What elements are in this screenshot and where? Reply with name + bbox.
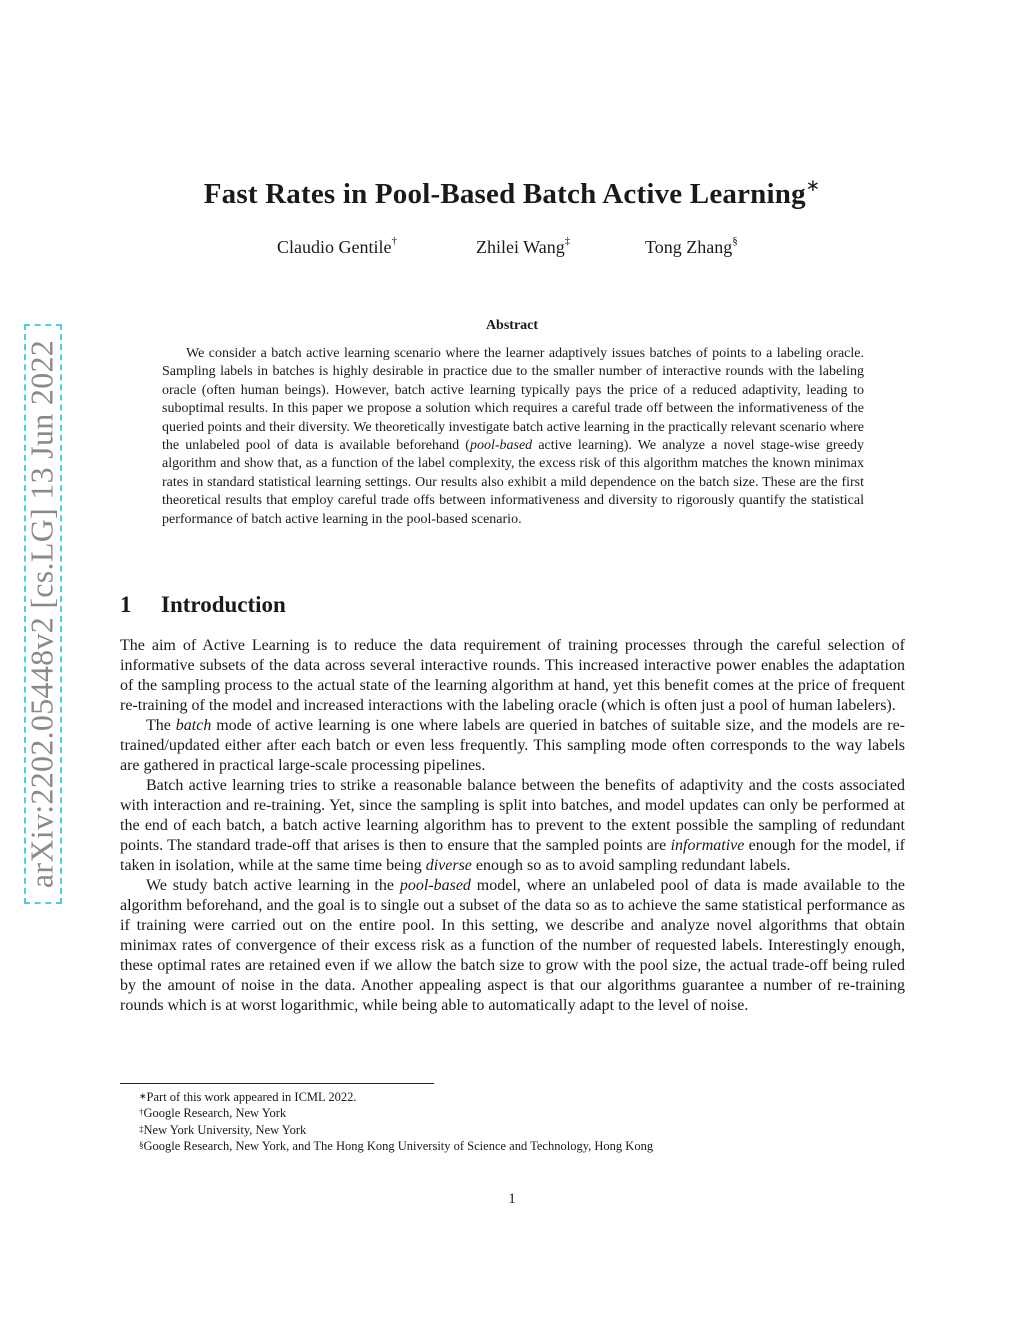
footnotes bbox=[120, 1089, 905, 1154]
footnote-mark: ‡ bbox=[139, 1123, 144, 1134]
author-mark: ‡ bbox=[564, 235, 571, 247]
author-2 bbox=[476, 237, 570, 258]
paragraph-italic: informative bbox=[670, 837, 745, 854]
paragraph-part: mode of active learning is one where labels are queried in batches of suitable size, and the models are re-trained/updated either after each batch or even less frequently. This sampling mode often corresponds to the way labels are gathered in practical large-scale processing pipelines. bbox=[120, 717, 906, 774]
paragraph-3 bbox=[120, 776, 905, 876]
paragraph-part: model, where an unlabeled pool of data is made available to the algorithm beforehand, and the goal is to single out a subset of the data so as to achieve the same statistical performance as if training were carried out on the entire pool. In this setting, we describe and analyze novel algorithms that obtain minimax rates of convergence of their excess risk as a function of the number of requested labels. Interestingly enough, these optimal rates are retained even if we allow the batch size to grow with the pool size, the actual trade-off being ruled by the amount of noise in the data. Another appealing aspect is that our algorithms guarantee a number of re-training rounds which is at worst logarithmic, while being able to automatically adapt to the level of noise. bbox=[120, 877, 905, 1014]
page-number: 1 bbox=[508, 1191, 516, 1207]
author-3 bbox=[645, 237, 738, 258]
abstract-italic: pool-based bbox=[469, 438, 533, 454]
author-name: Zhilei Wang bbox=[476, 237, 565, 257]
footnote-mark: † bbox=[139, 1107, 144, 1118]
abstract-part: active learning). We analyze a novel stage-wise greedy algorithm and show that, as a function of the label complexity, the excess risk of this algorithm matches the known minimax rates in standard statistical learning settings. Our results also exhibit a mild dependence on the batch size. These are the first theoretical results that employ careful trade offs between informativeness and diversity to rigorously quantify the statistical performance of batch active learning in the pool-based scenario. bbox=[162, 438, 865, 527]
paper-title bbox=[0, 178, 1024, 211]
paragraph-italic: batch bbox=[175, 717, 212, 734]
author-1 bbox=[277, 237, 397, 258]
footnote-text: Google Research, New York bbox=[143, 1106, 287, 1121]
footnote bbox=[120, 1105, 905, 1121]
paragraph-4 bbox=[120, 876, 905, 1016]
paragraph-italic: pool-based bbox=[399, 877, 471, 894]
abstract-text bbox=[162, 345, 864, 529]
author-mark: † bbox=[391, 235, 397, 247]
section-title: Introduction bbox=[161, 592, 286, 617]
paragraph-italic: diverse bbox=[425, 857, 472, 874]
footnote-mark: § bbox=[139, 1139, 144, 1150]
abstract-heading: Abstract bbox=[485, 318, 539, 333]
footnote bbox=[120, 1138, 905, 1154]
author-name: Claudio Gentile bbox=[277, 237, 392, 257]
abstract-part: We consider a batch active learning scenario where the learner adaptively issues batches of points to a labeling oracle. Sampling labels in batches is highly desirable in practice due to the smaller number of interactive rounds with the labeling oracle (often human beings). However, batch active learning typically pays the price of a reduced adaptivity, leading to suboptimal results. In this paper we propose a solution which requires a careful trade off between the informativeness of the queried points and their diversity. We theoretically investigate batch active learning in the practically relevant scenario where the unlabeled pool of data is available beforehand ( bbox=[162, 346, 864, 454]
section-number: 1 bbox=[120, 592, 132, 617]
paragraph-1: The aim of Active Learning is to reduce the data requirement of training processes through the careful selection of informative subsets of the data across several interactive rounds. This increased interactive power enables the adaptation of the sampling process to the actual state of the learning algorithm at hand, yet this benefit comes at the price of frequent re-training of the model and increased interactions with the labeling oracle (which is often just a pool of human labelers). bbox=[120, 637, 905, 714]
paragraph-part: Batch active learning tries to strike a reasonable balance between the benefits of adaptivity and the costs associated with interaction and re-training. Yet, since the sampling is split into batches, and model updates can only be performed at the end of each batch, a batch active learning algorithm has to prevent to the extent possible the sampling of redundant points. The standard trade-off that arises is then to ensure that the sampled points are bbox=[120, 777, 905, 854]
footnote-text: Google Research, New York, and The Hong Kong University of Science and Technology, Hong Kong bbox=[143, 1138, 654, 1153]
paper-title-text: Fast Rates in Pool-Based Batch Active Learning bbox=[203, 178, 806, 210]
arxiv-stamp bbox=[22, 322, 64, 906]
paragraph-part: We study batch active learning in the bbox=[146, 877, 400, 894]
title-footnote-mark: ∗ bbox=[805, 176, 821, 195]
body-text bbox=[120, 636, 905, 1016]
footnote bbox=[120, 1089, 905, 1105]
footnote-text: New York University, New York bbox=[143, 1122, 307, 1137]
footnote-text: Part of this work appeared in ICML 2022. bbox=[146, 1090, 357, 1104]
paragraph-part: enough so as to avoid sampling redundant labels. bbox=[471, 857, 791, 874]
author-name: Tong Zhang bbox=[645, 237, 733, 257]
arxiv-stamp-text: arXiv:2202.05448v2 [cs.LG] 13 Jun 2022 bbox=[23, 339, 60, 889]
footnote-rule bbox=[120, 1083, 434, 1084]
author-mark: § bbox=[732, 235, 738, 247]
footnote-mark: ∗ bbox=[139, 1091, 147, 1101]
section-heading bbox=[120, 592, 286, 618]
paragraph-part: enough for the model, if taken in isolation, while at the same time being bbox=[120, 837, 905, 874]
paragraph-2 bbox=[120, 716, 905, 776]
footnote bbox=[120, 1122, 905, 1138]
author-list bbox=[0, 237, 1024, 261]
paragraph-part: The bbox=[146, 717, 176, 734]
